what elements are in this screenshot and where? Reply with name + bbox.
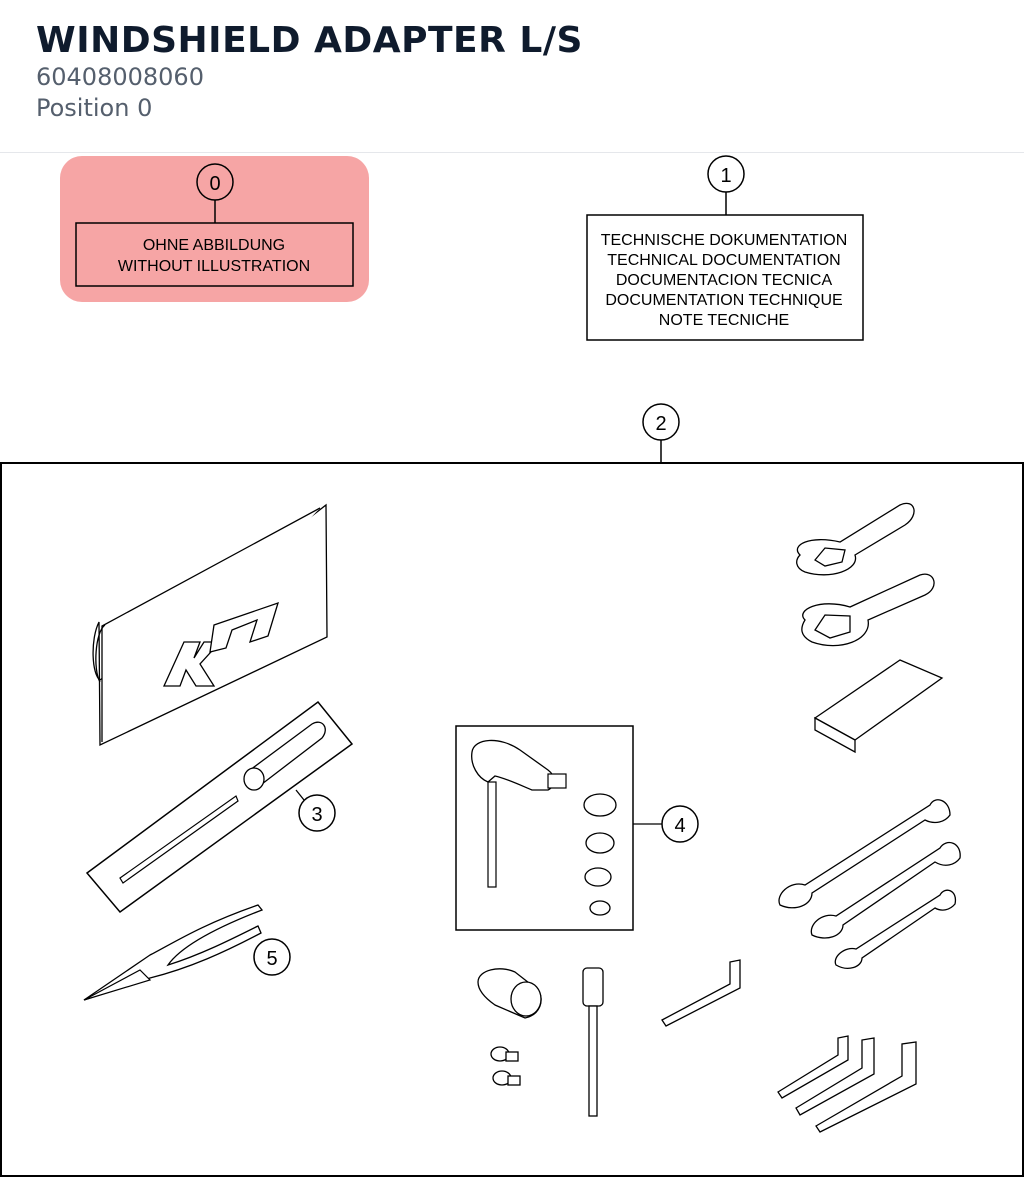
ring-spanners[interactable] (797, 503, 934, 645)
callout-4-label: 4 (674, 815, 686, 837)
open-end-spanners[interactable] (779, 800, 960, 968)
socket-1 (584, 794, 616, 816)
socket-4 (590, 901, 610, 915)
item-1-line4: DOCUMENTATION TECHNIQUE (605, 292, 843, 309)
exploded-diagram (0, 153, 1024, 1177)
t-handle-shaft (488, 782, 496, 887)
callout-5-label: 5 (266, 948, 278, 970)
allen-key-small[interactable] (662, 960, 740, 1026)
callout-3-label: 3 (311, 804, 323, 826)
item-1-line2: TECHNICAL DOCUMENTATION (607, 252, 841, 269)
flat-key[interactable] (815, 660, 942, 752)
callout-3-leader (296, 790, 304, 800)
item-0-group[interactable] (60, 156, 369, 302)
socket-2 (586, 833, 614, 853)
item-0-line1: OHNE ABBILDUNG (142, 237, 286, 254)
item-1-line1: TECHNISCHE DOKUMENTATION (600, 232, 848, 249)
t-handle-tip (548, 774, 566, 788)
callout-2-label: 2 (655, 413, 667, 435)
loose-sockets[interactable] (478, 969, 541, 1085)
allen-keys[interactable] (778, 1036, 916, 1132)
item-1-group[interactable] (587, 156, 863, 340)
item-1-line5: NOTE TECNICHE (658, 312, 790, 329)
item-4-group[interactable] (456, 726, 698, 930)
socket-3 (585, 868, 611, 886)
callout-1-label: 1 (720, 165, 732, 187)
item-3-group[interactable] (87, 702, 352, 912)
position-label: Position 0 (36, 94, 153, 122)
item-5-group[interactable] (84, 905, 290, 1000)
extension-bar[interactable] (583, 968, 603, 1116)
item-0-line2: WITHOUT ILLUSTRATION (117, 258, 311, 275)
tool-pouch[interactable] (93, 505, 327, 745)
part-number: 60408008060 (36, 63, 204, 91)
callout-0-label: 0 (209, 173, 221, 195)
item-1-line3: DOCUMENTACION TECNICA (615, 272, 833, 289)
screwdriver-collar (244, 768, 264, 790)
page-header (0, 0, 1024, 153)
page-title: WINDSHIELD ADAPTER L/S (36, 20, 583, 61)
pliers-jaw (84, 970, 150, 1000)
